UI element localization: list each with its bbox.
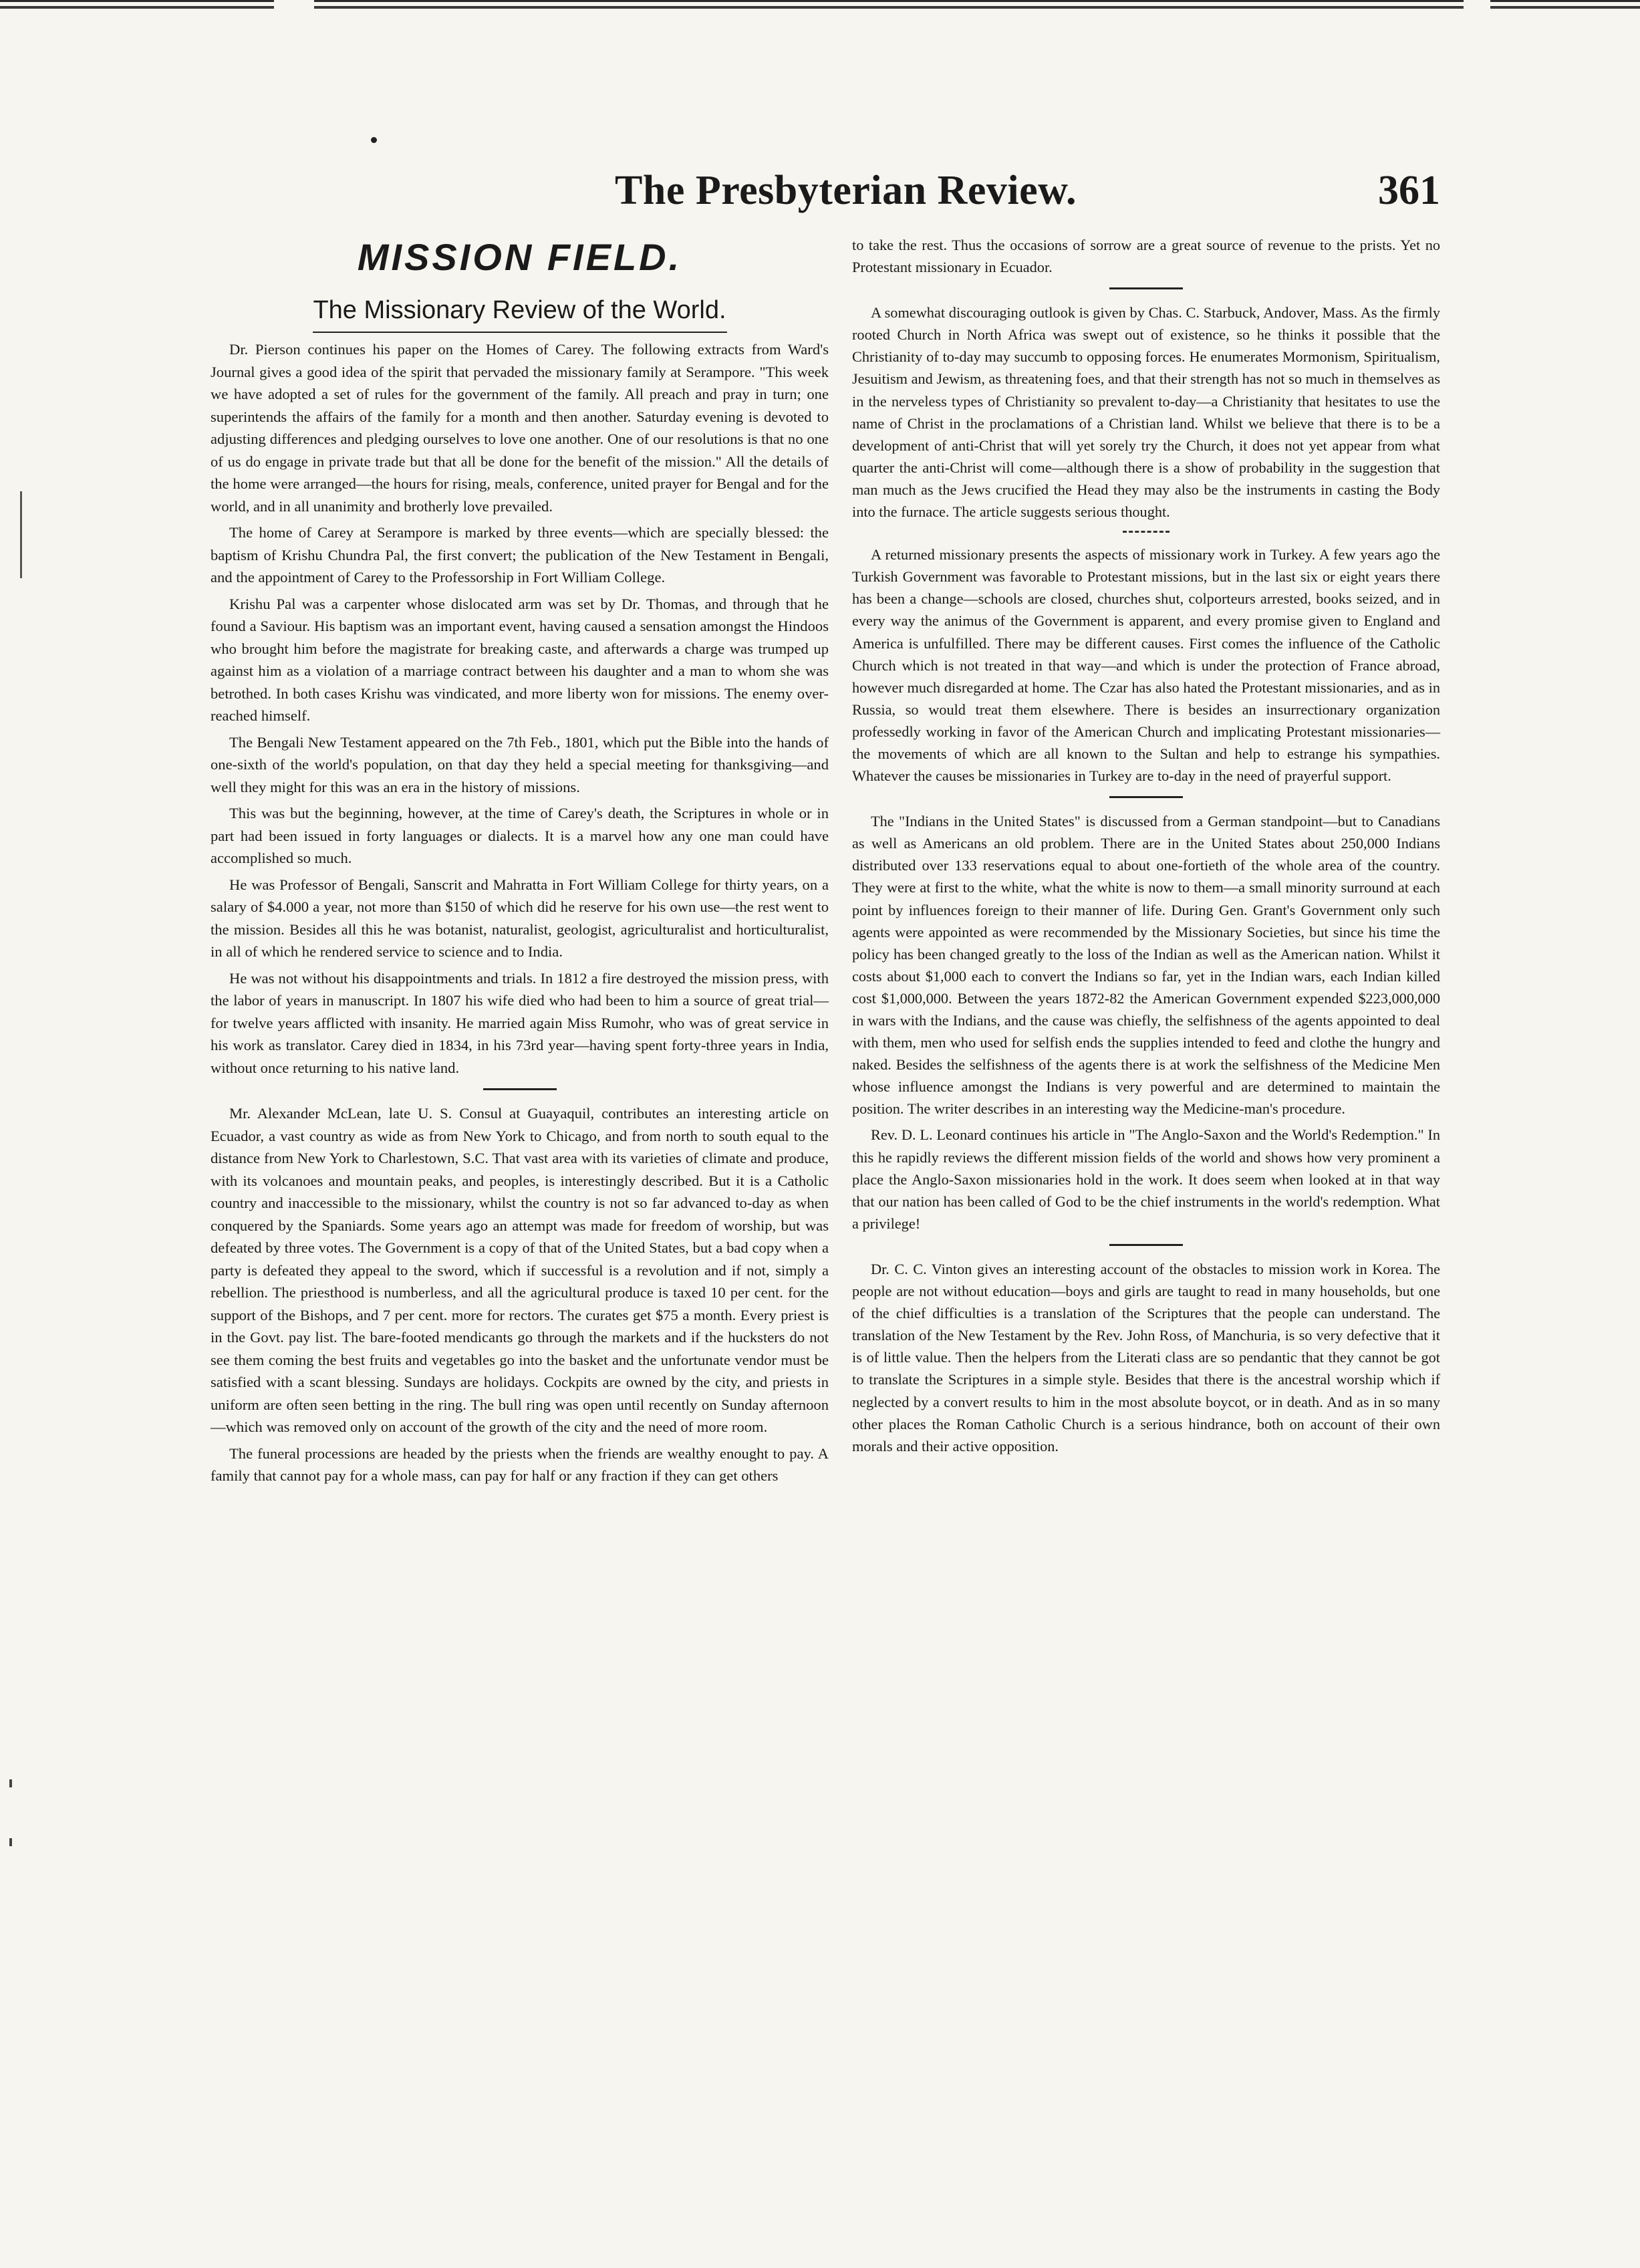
border-gap (1464, 0, 1490, 17)
margin-mark (20, 491, 22, 578)
paragraph: Rev. D. L. Leonard continues his article in "The Anglo-Saxon and the World's Redemption." In this he rapidly reviews the different mission fields of the world and shows how very prominent a place the Anglo-Saxon missionaries hold in the work. It does seem when looked at in that way that our nation has been called of God to be the chief instruments in the world's redemption. What a privilege! (852, 1126, 1440, 1232)
section-separator (483, 1088, 557, 1090)
paragraph: A somewhat discouraging outlook is given by Chas. C. Starbuck, Andover, Mass. As the firmly rooted Church in North Africa was swept out of existence, so he thinks it possible that the Christianity of to-day may succumb to opposing forces. He enumerates Mormonism, Spiritualism, Jesuitism and Jewism, as threatening foes, and that their strength has not so much in themselves as in the nerveless types of Christianity so prevalent to-day—a Christianity that hesitates to use the name of Christ in the proclamations of a Christian land. Whilst we believe that there is to be a development of anti-Christ that will yet sorely try the Church, it does not yet appear from what quarter the anti-Christ will come—although there is a show of probability in the suggestion that man much as the Jews crucified the Head they may also be the instruments in casting the Body into the furnace. The article suggests serious thought. (852, 304, 1440, 521)
paragraph: The "Indians in the United States" is discussed from a German standpoint—but to Canadians as well as Americans an old problem. There are in the United States about 250,000 Indians distributed over 133 reservations equal to about one-fortieth of the whole area of the country. They were at first to the white, what the white is now to them—a small minority surround at each point by influences foreign to their manner of life. During Gen. Grant's Government only such agents were appointed as were recommended by the Missionary Societies, but since his time the policy has been changed greatly to the loss of the Indian as well as the American nation. Whilst it costs about $1,000 each to convert the Indians so far, yet in the Indian wars, each Indian killed cost $1,000,000. Between the years 1872-82 the American Government expended $223,000,000 in wars with the Indians, and the cause was chiefly, the selfishness of the agents appointed to deal with them, men who used for selfish ends the supplies intended to feed and clothe the hungry and naked. Besides the selfishness of the agents there is at work the selfishness of the Medicine Men whose influence amongst the Indians is very powerful and are determined to maintain the position. The writer describes in an interesting way the Medicine-man's procedure. (852, 813, 1440, 1118)
paragraph: Dr. C. C. Vinton gives an interesting account of the obstacles to mission work in Korea. The people are not without education—boys and girls are taught to read in many households, but one of the chief difficulties is a translation of the Scriptures that the people can understand. The translation of the New Testament by the Rev. John Ross, of Manchuria, is so very defective that it is of little value. Then the helpers from the Literati class are so pendantic that they cannot be got to translate the Scriptures in a simple style. Besides that there is the ancestral worship which if neglected by a convert results to him in the most absolute boycot, or in death. And as in so many other places the Roman Catholic Church is a serious hindrance, both on account of their own morals and their active opposition. (852, 1260, 1440, 1455)
section-separator (1109, 287, 1183, 289)
page-header (615, 167, 1440, 221)
right-column (852, 234, 1440, 1461)
section-separator (1123, 531, 1170, 533)
section-separator (1109, 1244, 1183, 1246)
paragraph: He was not without his disappointments and trials. In 1812 a fire destroyed the mission press, with the labor of years in manuscript. In 1807 his wife died who had been to him a source of great trial—for twelve years afflicted with insanity. He married again Miss Rumohr, who was of great service in his work as translator. Carey died in 1834, in his 73rd year—having spent forty-three years in India, without once returning to his native land. (211, 969, 829, 1076)
paragraph: Dr. Pierson continues his paper on the Homes of Carey. The following extracts from Ward's Journal gives a good idea of the spirit that pervaded the missionary family at Serampore. "This week we have adopted a set of rules for the government of the family. All preach and pray in turn; one superintends the affairs of the family for a month and then another. Saturday evening is devoted to adjusting differences and pledging ourselves to love one another. One of our resolutions is that no one of us do engage in private trade but that all be done for the benefit of the mission." All the details of the home were arranged—the hours for rising, meals, conference, united prayer for Bengal and for the world, and in all unanimity and brotherly love prevailed. (211, 341, 829, 515)
paragraph: The funeral processions are headed by the priests when the friends are wealthy enought to pay. A family that cannot pay for a whole mass, can pay for half or any fraction if they can get others (211, 1444, 829, 1484)
page-number: 361 (1378, 168, 1440, 213)
paragraph: He was Professor of Bengali, Sanscrit and Mahratta in Fort William College for thirty years, on a salary of $4.000 a year, not more than $150 of which did he reserve for his own use—the rest went to the mission. Besides all this he was botanist, naturalist, geologist, agriculturalist and horticulturalist, in all of which he rendered service to science and to India. (211, 876, 829, 960)
paragraph: to take the rest. Thus the occasions of sorrow are a great source of revenue to the prists. Yet no Protestant missionary in Ecuador. (852, 237, 1440, 276)
section-separator (1109, 796, 1183, 798)
title-underline (313, 332, 727, 333)
section-title: MISSION FIELD. (357, 236, 682, 278)
border-gap (274, 0, 314, 17)
top-border-rule (0, 0, 1640, 17)
left-column (211, 235, 829, 1491)
article-title: The Missionary Review of the World. (313, 296, 726, 324)
ink-dot (371, 137, 377, 143)
paragraph: Krishu Pal was a carpenter whose dislocated arm was set by Dr. Thomas, and through that he found a Saviour. His baptism was an important event, having caused a sensation amongst the Hindoos who brought him before the magistrate for breaking caste, and afterwards a charge was trumped up against him as a violation of a marriage contract between his daughter and a man to whom she was betrothed. In both cases Krishu was vindicated, and more liberty won for missions. The enemy over-reached himself. (211, 595, 829, 724)
paragraph: The Bengali New Testament appeared on the 7th Feb., 1801, which put the Bible into the hands of one-sixth of the world's population, on that day they held a special meeting for thanksgiving—and well they might for this was an era in the history of missions. (211, 733, 829, 795)
article-body (211, 338, 829, 1079)
paragraph: Mr. Alexander McLean, late U. S. Consul at Guayaquil, contributes an interesting article on Ecuador, a vast country as wide as from New York to Chicago, and from north to south equal to the distance from New York to Charlestown, S.C. That vast area with its varieties of climate and produce, with its volcanoes and mountain peaks, and peoples, is interestingly described. But it is a Catholic country and inaccessible to the missionary, whilst the country is not so far advanced to-day as when conquered by the Spaniards. Some years ago an attempt was made for freedom of worship, but was defeated by three votes. The Government is a copy of that of the United States, but a bad copy when a party is defeated they appeal to the sword, which if successful is a revolution and if not, simply a rebellion. The priesthood is numberless, and all the agricultural produce is taxed 10 per cent. for the support of the Bishops, and 7 per cent. more for rectors. The curates get $75 a month. Every priest is in the Govt. pay list. The bare-footed mendicants go through the markets and if the hucksters do not see them coming the best fruits and vegetables go into the basket and the unfortunate vendor must be satisfied with a scant blessing. Sundays are holidays. Cockpits are owned by the city, and priests in uniform are often seen betting in the ring. The bull ring was open until recently on Sunday afternoon—which was removed only on account of the growth of the city and the need of more room. (211, 1105, 829, 1435)
margin-mark (9, 1838, 12, 1846)
paragraph: The home of Carey at Serampore is marked by three events—which are specially blessed: the baptism of Krishu Chundra Pal, the first convert; the publication of the New Testament in Bengali, and the appointment of Carey to the Professorship in Fort William College. (211, 524, 829, 586)
journal-title: The Presbyterian Review. (615, 168, 1077, 213)
ecuador-article (211, 1102, 829, 1487)
paragraph: A returned missionary presents the aspects of missionary work in Turkey. A few years ago the Turkish Government was favorable to Protestant missions, but in the last six or eight years there has been a change—schools are closed, churches shut, colporteurs arrested, books seized, and in every way the animus of the Government is apparent, and every promise given to England and America is unfulfilled. There may be different causes. First comes the influence of the Catholic Church which is not treated in that way—and which is under the protection of France abroad, however much disregarded at home. The Czar has also hated the Protestant missionaries, and as in Russia, so would treat them elsewhere. There is besides an insurrectionary organization professedly working in favor of the American Church and implicating Protestant missionaries—the movements of which are all known to the Sultan and help to estrange his sympathies. Whatever the causes be missionaries in Turkey are to-day in the need of prayerful support. (852, 546, 1440, 785)
paragraph: This was but the beginning, however, at the time of Carey's death, the Scriptures in whole or in part had been issued in forty languages or dialects. It is a marvel how any one man could have accomplished so much. (211, 805, 829, 866)
margin-mark (9, 1779, 12, 1787)
